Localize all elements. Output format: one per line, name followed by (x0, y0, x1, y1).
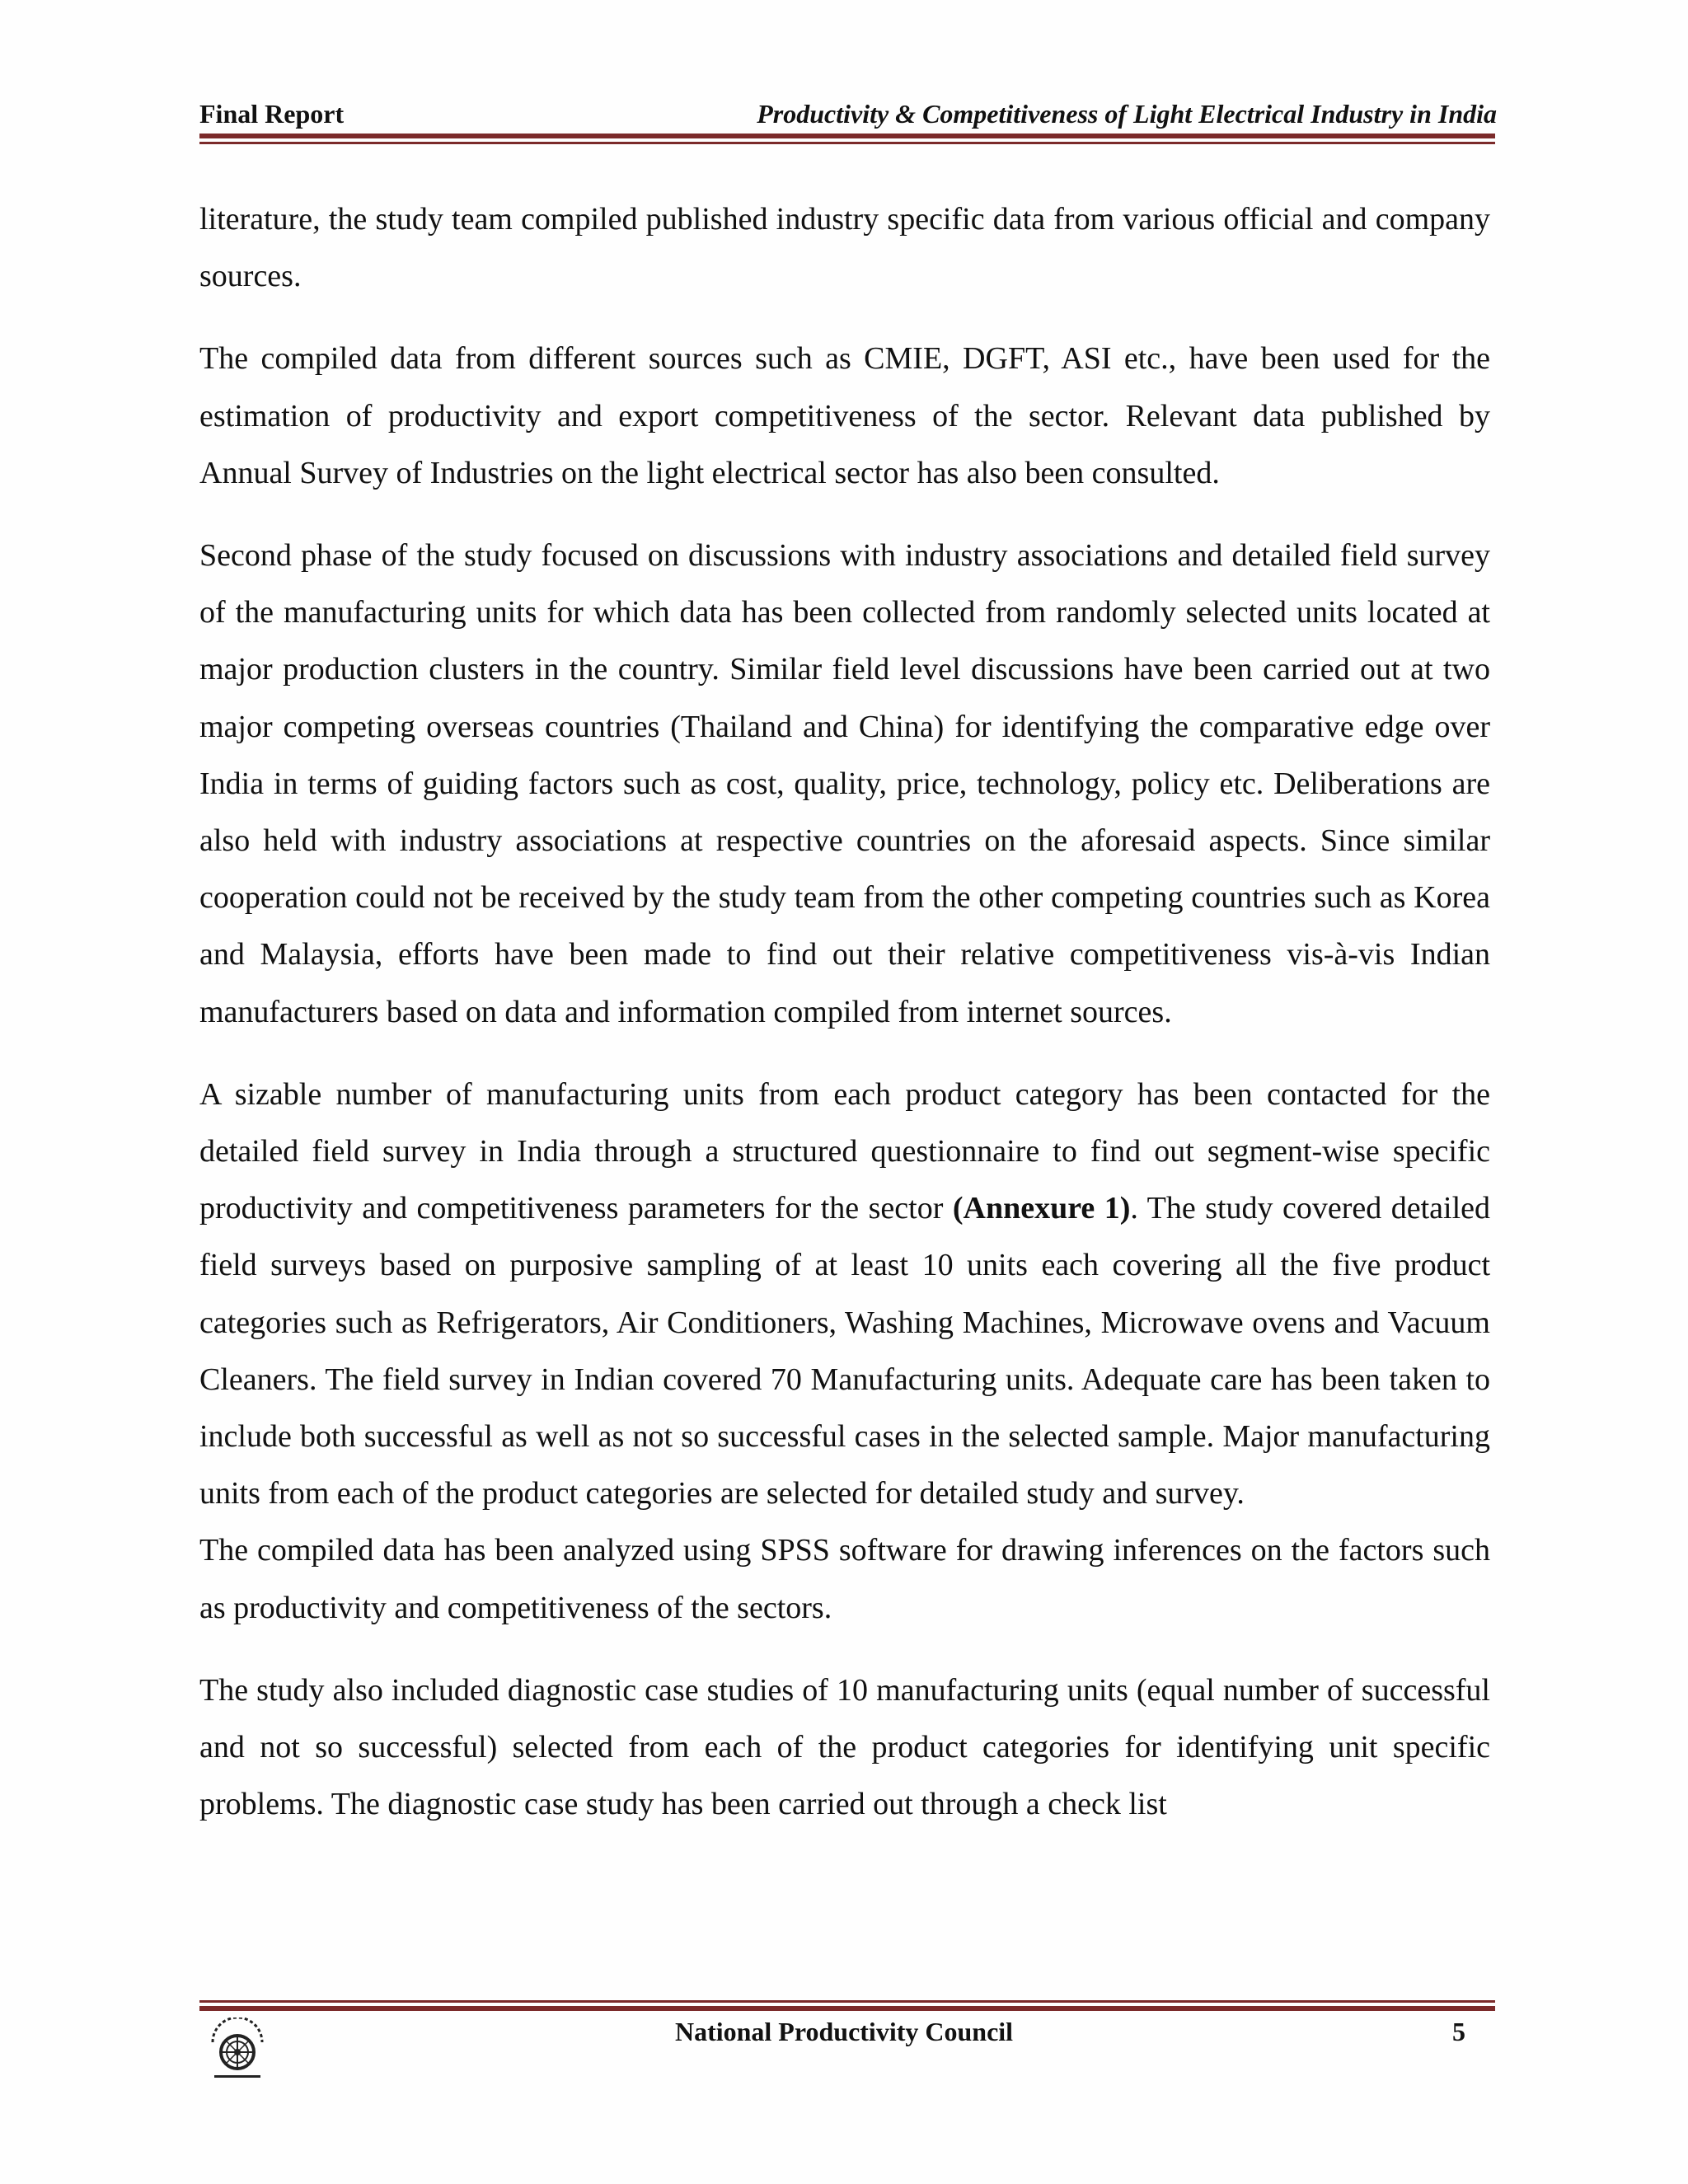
paragraph-2: The compiled data from different sources such as CMIE, DGFT, ASI etc., have been used for the estimation of productivity and export competitiveness of the sector. Relevant data published by Annual Survey of Industries on the light electrical sector has also been consulted. (199, 341, 1490, 490)
page-number: 5 (1452, 2017, 1465, 2046)
paragraph-6: The study also included diagnostic case studies of 10 manufacturing units (equal number of successful and not so successful) selected from each of the product categories for identifying unit specific problems. The diagnostic case study has been carried out through a check list (199, 1672, 1490, 1822)
paragraph-4-text-b: . The study covered detailed field surveys based on purposive sampling of at least 10 units each covering all the five product categories such as Refrigerators, Air Conditioners, Washing Machines, Microwave ovens and Vacuum Cleaners. The field survey in Indian covered 70 Manufacturing units. Adequate care has been taken to include both successful as well as not so successful cases in the selected sample. Major manufacturing units from each of the product categories are selected for detailed study and survey. (199, 1191, 1490, 1511)
footer-organization: National Productivity Council (674, 2017, 1014, 2046)
paragraph-1: literature, the study team compiled published industry specific data from various official and company sources. (199, 202, 1490, 294)
paragraph-5: The compiled data has been analyzed using SPSS software for drawing inferences on the factors such as productivity and competitiveness of the sectors. (199, 1533, 1490, 1625)
footer-rule-thick (199, 2006, 1495, 2011)
footer-rule-thin (199, 2000, 1495, 2003)
header-rule-thick (199, 134, 1495, 138)
annexure-reference: (Annexure 1) (952, 1191, 1131, 1226)
header-rule-thin (199, 142, 1495, 144)
paragraph-3: Second phase of the study focused on discussions with industry associations and detailed field survey of the manufacturing units for which data has been collected from randomly selected units located at major production clusters in the country. Similar field level discussions have been carried out at two major competing overseas countries (Thailand and China) for identifying the comparative edge over India in terms of guiding factors such as cost, quality, price, technology, policy etc. Deliberations are also held with industry associations at respective countries on the aforesaid aspects. Since similar cooperation could not be received by the study team from the other competing countries such as Korea and Malaysia, efforts have been made to find out their relative competitiveness vis-à-vis Indian manufacturers based on data and information compiled from internet sources. (199, 538, 1490, 1029)
paragraph-4 (199, 1066, 1490, 1523)
header-title-right: Productivity & Competitiveness of Light Electrical Industry in India (757, 99, 1497, 129)
header-title-left: Final Report (199, 99, 345, 129)
paragraph-4-text-a: A sizable number of manufacturing units from each product category has been contacted for the detailed field survey in India through a structured questionnaire to find out segment-wise specific productivity and competitiveness parameters for the sector (199, 1076, 1490, 1226)
body-text (199, 191, 1490, 1833)
